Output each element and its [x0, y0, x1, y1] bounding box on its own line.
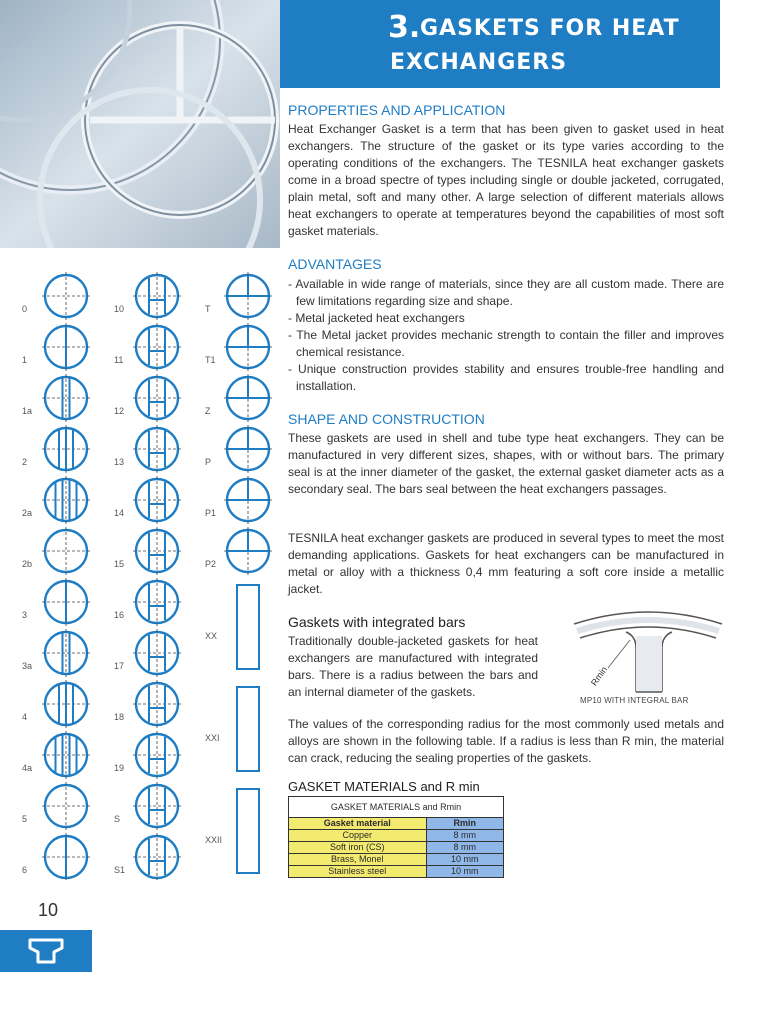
table-row: [289, 866, 504, 878]
gasket-shape-label: 11: [114, 355, 124, 365]
list-item: - Unique construction provides stability and ensures trouble-free handling and installation.: [288, 362, 724, 393]
gasket-shape-glyph: [133, 578, 181, 626]
shape-heading: SHAPE AND CONSTRUCTION: [288, 411, 485, 427]
section-header: [280, 0, 720, 88]
gasket-shape-label: 17: [114, 661, 125, 671]
gasket-shape-glyph: [42, 272, 90, 320]
gasket-shape-label: 4a: [22, 763, 33, 773]
gasket-shape-label: 12: [114, 406, 125, 416]
gasket-shape-label: P1: [205, 508, 217, 518]
gasket-shape-glyph: [133, 833, 181, 880]
gasket-shape-label: XXII: [205, 835, 223, 845]
gasket-shape-glyph: [42, 731, 90, 779]
gasket-shape-label: 16: [114, 610, 125, 620]
gasket-shape-glyph: [224, 527, 272, 575]
gasket-shape-label: T1: [205, 355, 216, 365]
gasket-shape-glyph: [42, 833, 90, 880]
table-cell: Brass, Monel: [289, 854, 427, 866]
properties-text: Heat Exchanger Gasket is a term that has been given to gasket used in heat exchangers. The structure of the gasket or its type varies according to the operating conditions of the exchangers. The TESNILA heat exchanger gaskets come in a broad spectre of types including single or double jacketed, corrugated, plain metal, soft and many other. A large selection of different materials allows heat exchangers to operate at temperatures beyond the capabilities of most soft gasket materials.: [288, 122, 724, 238]
section-number: 3.: [388, 10, 421, 45]
properties-heading: PROPERTIES AND APPLICATION: [288, 102, 506, 118]
figure-caption: MP10 WITH INTEGRAL BAR: [580, 696, 689, 705]
table-row: [289, 842, 504, 854]
gasket-shape-glyph: [42, 527, 90, 575]
gasket-shape-label: 3a: [22, 661, 33, 671]
table-cell: 8 mm: [426, 842, 503, 854]
column-header-rmin: Rmin: [426, 818, 503, 830]
table-cell: Stainless steel: [289, 866, 427, 878]
advantages-heading: ADVANTAGES: [288, 256, 382, 272]
gasket-shape-label: 3: [22, 610, 28, 620]
table-cell: Copper: [289, 830, 427, 842]
gasket-shape-glyph: [133, 782, 181, 830]
gasket-shape-glyph: [224, 425, 272, 473]
gasket-shape-label: 13: [114, 457, 125, 467]
gasket-shape-glyph: [133, 680, 181, 728]
gasket-shape-label: 10: [114, 304, 125, 314]
gasket-shape-glyph: [237, 687, 259, 771]
gasket-shape-label: P: [205, 457, 212, 467]
gasket-shape-glyph: [42, 629, 90, 677]
gasket-shape-glyph: [224, 374, 272, 422]
table-caption: GASKET MATERIALS and Rmin: [289, 797, 504, 818]
shape-text-1: These gaskets are used in shell and tube type heat exchangers. They can be manufactured in very different sizes, shapes, with or without bars. The primary seal is at the inner diameter of the gasket, the external gasket diameter acts as a secondary seal. The bars seal between the heat exchangers passages.: [288, 431, 724, 496]
gasket-shape-glyph: [224, 476, 272, 524]
table-cell: 10 mm: [426, 866, 503, 878]
gasket-shape-label: 19: [114, 763, 125, 773]
gasket-shape-label: T: [205, 304, 211, 314]
gasket-shape-label: 1: [22, 355, 28, 365]
logo-icon: [0, 930, 92, 972]
gasket-photo-image: [0, 0, 280, 248]
gasket-shape-label: XXI: [205, 733, 220, 743]
gasket-photo: [0, 0, 280, 248]
gasket-shape-glyph: [42, 374, 90, 422]
gasket-shape-glyph: [42, 323, 90, 371]
gasket-shapes-grid: [0, 260, 280, 885]
gasket-shape-glyph: [133, 323, 181, 371]
section-title-line1: GASKETS FOR HEAT: [420, 16, 680, 41]
list-item: - Available in wide range of materials, since they are all custom made. There are few limitations regarding size and shape.: [288, 277, 724, 308]
brand-logo: [0, 930, 92, 972]
gasket-shape-glyph: [224, 323, 272, 371]
integral-bar-figure: [568, 606, 728, 703]
gasket-shape-glyph: [42, 578, 90, 626]
gasket-shape-glyph: [42, 476, 90, 524]
gasket-shape-glyph: [133, 731, 181, 779]
page-number: 10: [38, 900, 59, 920]
gasket-shape-glyph: [133, 272, 181, 320]
gasket-shape-label: 2a: [22, 508, 33, 518]
gasket-shape-glyph: [237, 789, 259, 873]
table-row: [289, 854, 504, 866]
gasket-shape-glyph: [237, 585, 259, 669]
list-item: - The Metal jacket provides mechanic strength to contain the filler and improves chemical resistance.: [288, 328, 724, 359]
integral-bar-drawing: [568, 606, 728, 698]
gasket-shape-label: 2b: [22, 559, 33, 569]
bars-text: Traditionally double-jacketed gaskets for heat exchangers are manufactured with integrated bars. There is a radius between the bars and an internal diameter of the gaskets.: [288, 634, 538, 699]
gasket-shape-label: XX: [205, 631, 218, 641]
section-title-line2: EXCHANGERS: [390, 50, 568, 75]
gasket-shape-label: P2: [205, 559, 217, 569]
table-header-row: [289, 818, 504, 830]
shape-text-2: TESNILA heat exchanger gaskets are produced in several types to meet the most demanding applications. Gaskets for heat exchangers can be manufactured in metal or alloy with a thickness 0,4 mm featuring a soft core inside a metallic jacket.: [288, 531, 724, 596]
gasket-shape-label: 5: [22, 814, 28, 824]
list-item: - Metal jacketed heat exchangers: [288, 311, 465, 325]
gasket-shape-label: Z: [205, 406, 211, 416]
table-cell: 10 mm: [426, 854, 503, 866]
table-cell: Soft iron (CS): [289, 842, 427, 854]
bars-heading: Gaskets with integrated bars: [288, 614, 466, 630]
rmin-label: Rmin: [588, 664, 610, 688]
gasket-shape-glyph: [133, 527, 181, 575]
gasket-shape-label: S1: [114, 865, 126, 875]
advantages-list: [288, 276, 724, 395]
gasket-shapes-drawing: [0, 260, 280, 880]
materials-table: [288, 796, 504, 878]
table-cell: 8 mm: [426, 830, 503, 842]
gasket-shape-glyph: [42, 425, 90, 473]
gasket-shape-glyph: [133, 374, 181, 422]
gasket-shape-label: 18: [114, 712, 125, 722]
gasket-shape-glyph: [42, 782, 90, 830]
column-header-material: Gasket material: [289, 818, 427, 830]
gasket-shape-glyph: [133, 476, 181, 524]
materials-title: GASKET MATERIALS and R min: [288, 779, 480, 794]
gasket-shape-label: 15: [114, 559, 125, 569]
table-row: [289, 830, 504, 842]
gasket-shape-label: S: [114, 814, 121, 824]
gasket-shape-glyph: [133, 629, 181, 677]
gasket-shape-label: 6: [22, 865, 28, 875]
gasket-shape-label: 14: [114, 508, 125, 518]
gasket-shape-label: 0: [22, 304, 28, 314]
gasket-shape-glyph: [42, 680, 90, 728]
gasket-shape-glyph: [133, 425, 181, 473]
gasket-shape-glyph: [224, 272, 272, 320]
gasket-shape-label: 2: [22, 457, 28, 467]
gasket-shape-label: 4: [22, 712, 28, 722]
bars-text-2: The values of the corresponding radius for the most commonly used metals and alloys are shown in the following table. If a radius is less than R min, the material can crack, reducing the sealing properties of the gaskets.: [288, 717, 724, 765]
gasket-shape-label: 1a: [22, 406, 33, 416]
